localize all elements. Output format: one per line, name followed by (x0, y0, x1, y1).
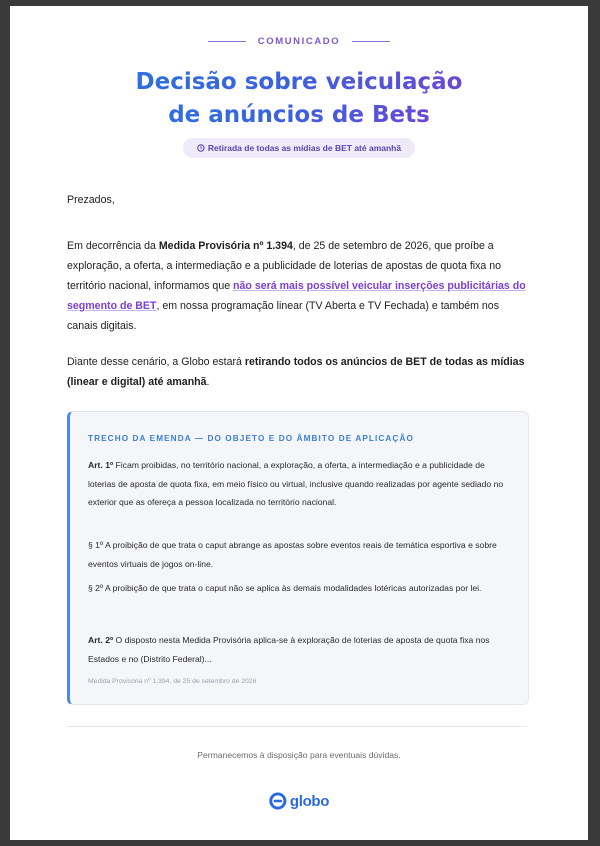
title-line-2: de anúncios de Bets (168, 102, 430, 128)
eyebrow-line-right (352, 41, 390, 42)
paragraph-2 (67, 352, 527, 392)
globo-logo (269, 792, 329, 810)
para1-highlight: não será mais possível veicular inserções publicitárias do segmento de BET (67, 280, 526, 312)
para1-mp-ref: Medida Provisória nº 1.394 (158, 240, 293, 252)
footer-note: Permanecemos à disposição para eventuais dúvidas. (197, 750, 401, 760)
document-page (10, 6, 588, 840)
status-pill (183, 138, 415, 158)
para2-text-c: . (206, 376, 210, 388)
art1-text: Ficam proibidas, no território nacional, a exploração, a oferta, a intermediação e a publicidade de loterias de aposta de quota fixa, em meio físico ou virtual, inclusive quando realizadas por agente sediado no exterior que as ofereça a pessoa localizada no território nacional. (88, 460, 504, 507)
eyebrow (10, 36, 588, 47)
excerpt-heading: TRECHO DA EMENDA — DO OBJETO E DO ÂMBITO DE APLICAÇÃO (88, 434, 414, 443)
para2-text-a: Diante desse cenário, a Globo estará (67, 356, 245, 368)
para1-text-a: Em decorrência da (67, 240, 159, 252)
globo-logo-icon (269, 792, 287, 810)
excerpt-art2 (88, 631, 512, 668)
eyebrow-line-left (208, 41, 246, 42)
logo-wordmark: globo (289, 792, 330, 810)
divider (67, 726, 527, 727)
excerpt-box (67, 411, 529, 705)
paragraph-1 (67, 236, 527, 336)
excerpt-source: Medida Provisória nº 1.394, de 25 de setembro de 2026 (88, 678, 257, 685)
art1-label: Art. 1º (88, 460, 114, 470)
art2-label: Art. 2º (88, 635, 114, 645)
excerpt-art1 (88, 456, 512, 512)
para2-emphasis: retirando todos os anúncios de BET de todas as mídias (linear e digital) até amanhã (67, 356, 525, 388)
clock-icon (197, 144, 205, 152)
greeting: Prezados, (67, 194, 115, 206)
title-line-1: Decisão sobre veiculação (135, 69, 463, 95)
excerpt-par1: § 1º A proibição de que trata o caput abrange as apostas sobre eventos reais de temática esportiva e sobre eventos virtuais de jogos on-line. (88, 540, 497, 569)
excerpt-par2: § 2º A proibição de que trata o caput não se aplica às demais modalidades lotéricas autorizadas por lei. (88, 583, 482, 593)
page-title (10, 66, 588, 132)
pill-text: Retirada de todas as mídias de BET até amanhã (207, 143, 402, 153)
eyebrow-label: COMUNICADO (257, 36, 341, 47)
para1-text-e: , em nossa programação linear (TV Aberta e TV Fechada) e também nos canais digitais. (67, 300, 499, 332)
para1-text-c: , de 25 de setembro de 2026, que proíbe a exploração, a oferta, a intermediação e a publicidade de loterias de apostas de quota fixa no território nacional, informamos que (67, 240, 502, 292)
art2-text: O disposto nesta Medida Provisória aplica-se à exploração de loterias de aposta de quota fixa nos Estados e no (Distrito Federal)... (88, 635, 490, 664)
